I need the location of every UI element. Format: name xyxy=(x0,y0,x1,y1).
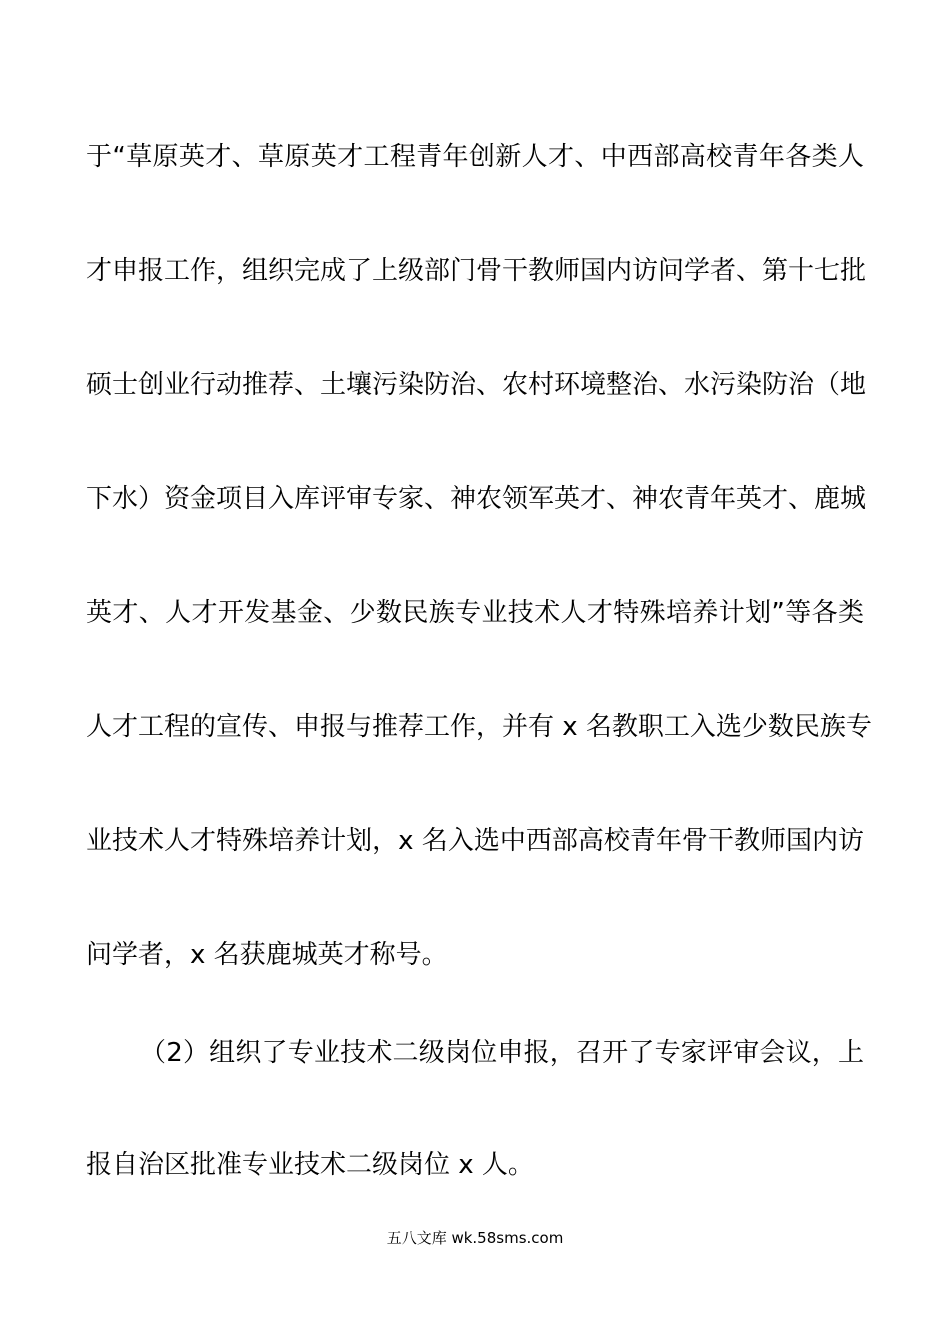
paragraph-2-line-2: 报自治区批准专业技术二级岗位 x 人。 xyxy=(86,1150,534,1180)
paragraph-1-line-2: 才申报工作，组织完成了上级部门骨干教师国内访问学者、第十七批 xyxy=(86,256,867,286)
paragraph-1-line-1: 于“草原英才、草原英才工程青年创新人才、中西部高校青年各类人 xyxy=(86,142,864,172)
paragraph-1-line-5: 英才、人才开发基金、少数民族专业技术人才特殊培养计划”等各类 xyxy=(86,598,864,628)
paragraph-1-line-3: 硕士创业行动推荐、土壤污染防治、农村环境整治、水污染防治（地 xyxy=(86,370,867,400)
paragraph-1-line-8: 问学者，x 名获鹿城英才称号。 xyxy=(86,940,448,970)
page-footer: 五八文库 wk.58sms.com xyxy=(386,1229,564,1247)
paragraph-1-line-6: 人才工程的宣传、申报与推荐工作，并有 x 名教职工入选少数民族专 xyxy=(86,712,872,742)
paragraph-1-line-4: 下水）资金项目入库评审专家、神农领军英才、神农青年英才、鹿城 xyxy=(86,484,867,514)
paragraph-2-line-1: （2）组织了专业技术二级岗位申报，召开了专家评审会议，上 xyxy=(140,1038,864,1068)
paragraph-1-line-7: 业技术人才特殊培养计划，x 名入选中西部高校青年骨干教师国内访 xyxy=(86,826,864,856)
